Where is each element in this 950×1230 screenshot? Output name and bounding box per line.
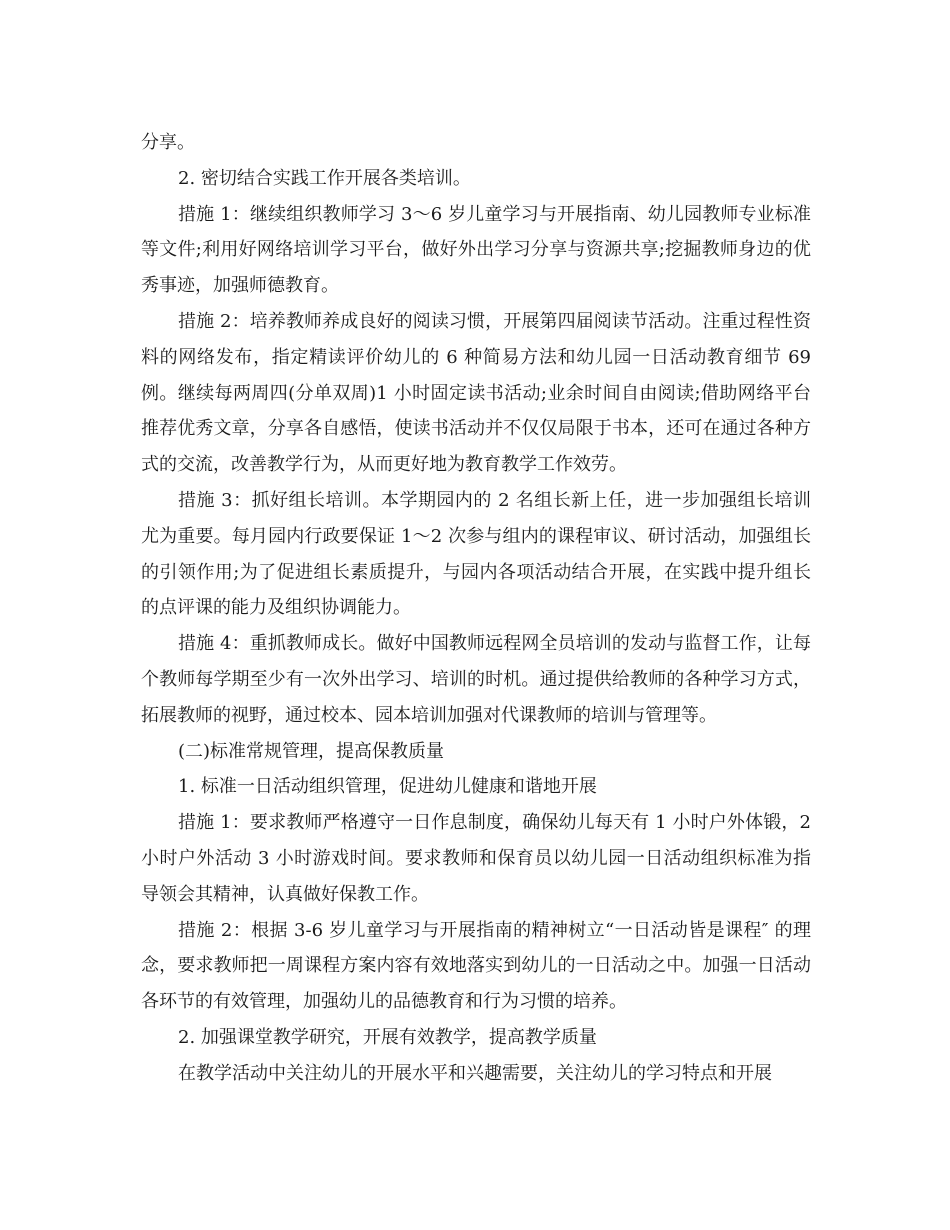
subsection-heading: 1. 标准一日活动组织管理，促进幼儿健康和谐地开展 bbox=[178, 776, 597, 798]
measure-paragraph: 措施 1：要求教师严格遵守一日作息制度，确保幼儿每天有 1 小时户外体锻，2 小时户外活动 3 小时游戏时间。要求教师和保育员以幼儿园一日活动组织标准为指导领会其精神，认真做好保教工作。 bbox=[141, 812, 811, 905]
paragraph-continuation: 分享。 bbox=[141, 132, 195, 153]
subsection-heading: 2. 加强课堂教学研究，开展有效教学，提高教学质量 bbox=[178, 1026, 597, 1048]
subsection-heading: 2. 密切结合实践工作开展各类培训。 bbox=[178, 167, 471, 189]
document-body bbox=[141, 125, 811, 1092]
measure-paragraph: 措施 2：根据 3-6 岁儿童学习与开展指南的精神树立“一日活动皆是课程″ 的理念，要求教师把一周课程方案内容有效地落实到幼儿的一日活动之中。加强一日活动各环节的有效管理，加强幼儿的品德教育和行为习惯的培养。 bbox=[141, 919, 811, 1013]
measure-paragraph: 措施 4：重抓教师成长。做好中国教师远程网全员培训的发动与监督工作，让每个教师每学期至少有一次外出学习、培训的时机。通过提供给教师的各种学习方式，拓展教师的视野，通过校本、园本培训加强对代课教师的培训与管理等。 bbox=[141, 633, 811, 726]
body-paragraph: 在教学活动中关注幼儿的开展水平和兴趣需要，关注幼儿的学习特点和开展 bbox=[178, 1062, 772, 1084]
measure-paragraph: 措施 1：继续组织教师学习 3～6 岁儿童学习与开展指南、幼儿园教师专业标准等文件;利用好网络培训学习平台，做好外出学习分享与资源共享;挖掘教师身边的优秀事迹，加强师德教育。 bbox=[141, 203, 811, 297]
measure-paragraph: 措施 3：抓好组长培训。本学期园内的 2 名组长新上任，进一步加强组长培训尤为重要。每月园内行政要保证 1～2 次参与组内的课程审议、研讨活动，加强组长的引领作用;为了促进组长素质提升，与园内各项活动结合开展，在实践中提升组长的点评课的能力及组织协调能力。 bbox=[141, 489, 811, 619]
measure-paragraph: 措施 2：培养教师养成良好的阅读习惯，开展第四届阅读节活动。注重过程性资料的网络发布，指定精读评价幼儿的 6 种简易方法和幼儿园一日活动教育细节 69 例。继续每两周四(分单双周)1 小时固定读书活动;业余时间自由阅读;借助网络平台推荐优秀文章，分享各自感悟，使读书活动并不仅仅局限于书本，还可在通过各种方式的交流，改善教学行为，从而更好地为教育教学工作效劳。 bbox=[141, 310, 811, 476]
section-heading: (二)标准常规管理，提高保教质量 bbox=[178, 740, 445, 762]
